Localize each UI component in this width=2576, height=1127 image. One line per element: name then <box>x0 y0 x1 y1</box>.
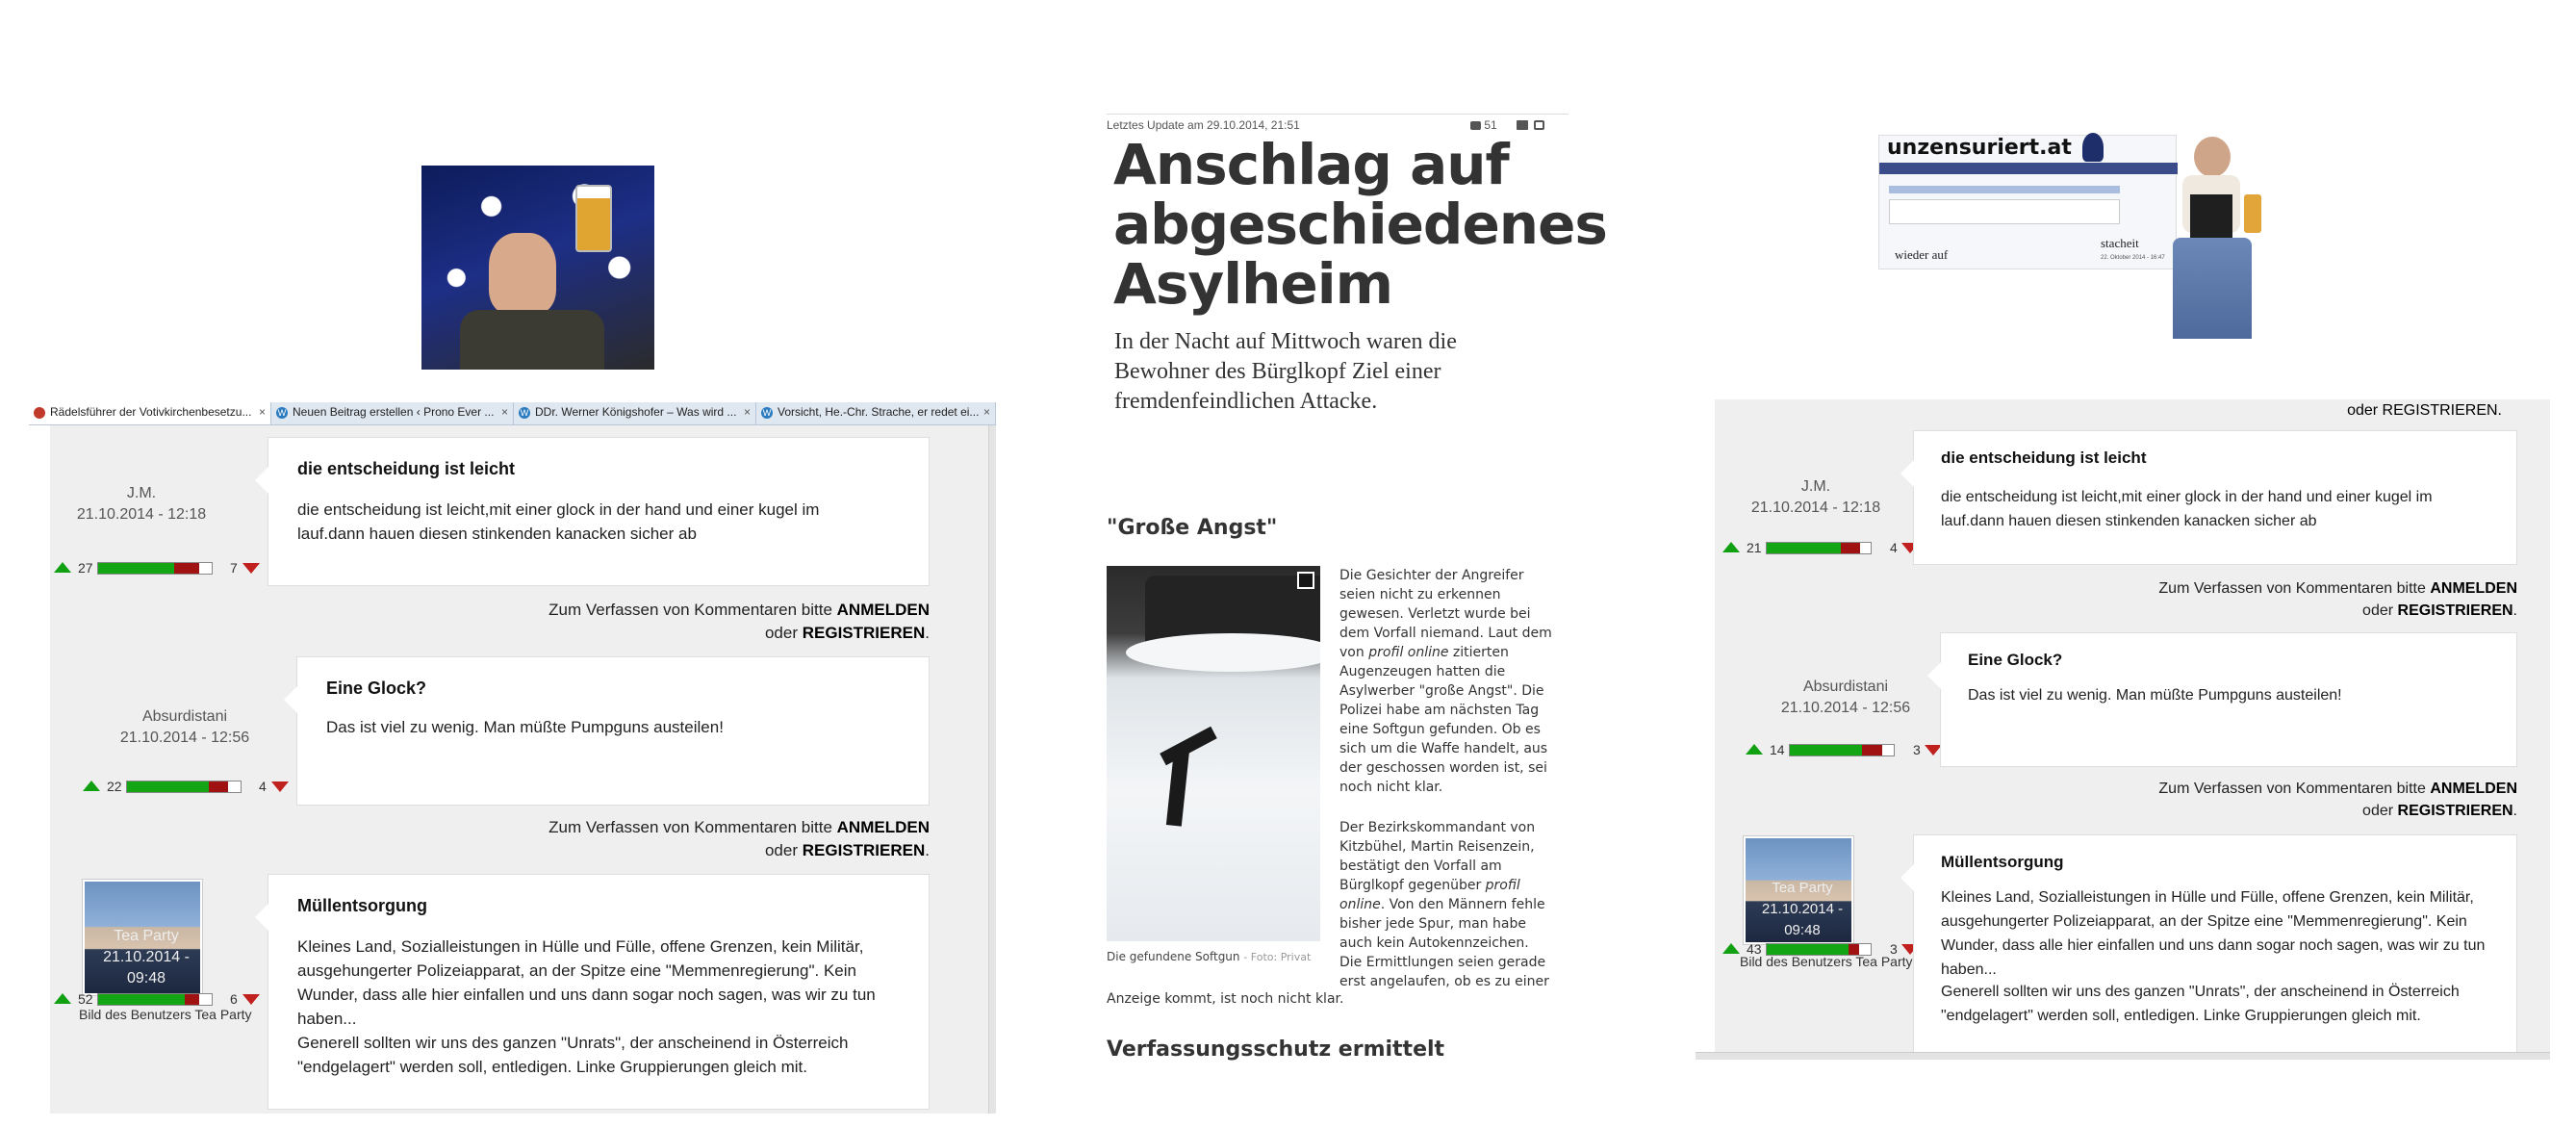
vote-down-icon[interactable] <box>242 563 260 574</box>
comment-text: Generell sollten wir uns des ganzen "Unrats", der anscheinend in Österreich "endgelagert" werden soll, entledigen. Linke Gruppierungen gleich mit. <box>1941 984 2460 1024</box>
article-title: Anschlag auf abgeschiedenes Asylheim <box>1113 132 1607 317</box>
comment-bubble <box>1913 834 2517 1059</box>
bird-logo-icon <box>2082 133 2104 162</box>
comment-text: Das ist viel zu wenig. Man müßte Pumpguns austeilen! <box>1968 687 2342 704</box>
site-headline-2: stacheit <box>2101 236 2139 250</box>
woman-dirndl-photo <box>2144 137 2281 339</box>
site-subnav <box>1889 186 2120 193</box>
comment-bubble <box>268 874 930 1110</box>
close-icon[interactable]: × <box>500 405 508 419</box>
wordpress-icon: W <box>762 408 772 418</box>
comment-bubble <box>1913 430 2517 565</box>
wordpress-icon: W <box>520 408 529 418</box>
vote-ratio-bar <box>1766 542 1872 554</box>
tab-votivkirche[interactable]: Rädelsführer der Votivkirchenbesetzu... × <box>29 402 271 424</box>
photo-caption: Die gefundene Softgun - Foto: Privat <box>1107 950 1312 963</box>
comment-author-block <box>1749 878 1855 941</box>
wordpress-icon: W <box>277 408 287 418</box>
vote-ratio-down <box>185 994 199 1005</box>
vote-up-icon[interactable] <box>54 562 71 573</box>
left-comment-panel <box>50 425 988 1114</box>
site-content-strip <box>1889 199 2120 224</box>
login-prompt: Zum Verfassen von Kommentaren bitte ANMELDEN oder REGISTRIEREN. <box>2158 781 2517 819</box>
comment-vote: 22 4 <box>83 779 304 794</box>
tab-strache[interactable]: W Vorsicht, He.-Chr. Strache, er redet ei... × <box>756 402 996 424</box>
avatar-caption: Bild des Benutzers Tea Party <box>79 1007 252 1022</box>
expand-icon[interactable] <box>1297 572 1314 589</box>
register-link[interactable]: REGISTRIEREN <box>2397 803 2513 819</box>
right-comment-panel <box>1715 399 2550 1059</box>
vote-ratio-up <box>1790 745 1862 756</box>
vote-up-icon[interactable] <box>1722 943 1740 954</box>
vote-ratio-down <box>209 781 228 792</box>
vote-ratio-down <box>174 563 199 574</box>
site-screenshot <box>1878 135 2177 269</box>
share-icon[interactable] <box>1534 120 1544 130</box>
horizontal-scrollbar[interactable] <box>1696 1052 2550 1060</box>
comment-author[interactable]: J.M. <box>1800 478 1831 495</box>
comment-author[interactable]: Absurdistani <box>141 708 228 725</box>
vote-ratio-bar <box>97 562 213 575</box>
login-prompt: Zum Verfassen von Kommentaren bitte ANMELDEN oder REGISTRIEREN. <box>548 818 930 859</box>
login-link[interactable]: ANMELDEN <box>2430 580 2517 597</box>
comment-text: Kleines Land, Sozialleistungen in Hülle und Fülle, offene Grenzen, kein Militär, ausgehungerter Polizeiapparat, an der Spitze eine "Memmenregierung". Kein Wunder, dass alle hier einfallen und uns dann sogar noch sagen, was wir zu tun haben... <box>1941 889 2486 978</box>
comment-count[interactable]: 51 <box>1470 118 1497 132</box>
site-nav-bar <box>1879 163 2178 174</box>
vote-ratio-bar <box>126 781 242 793</box>
print-icon[interactable] <box>1517 120 1528 130</box>
site-icon <box>34 407 45 419</box>
comment-vote: 52 6 <box>54 991 275 1007</box>
comment-title: Eine Glock? <box>326 679 427 698</box>
comment-title: die entscheidung ist leicht <box>297 459 516 478</box>
vote-ratio-up <box>127 781 209 792</box>
comment-title: Müllentsorgung <box>1941 853 2064 871</box>
comment-text: Kleines Land, Sozialleistungen in Hülle und Fülle, offene Grenzen, kein Militär, ausgehungerter Polizeiapparat, an der Spitze eine "Memmenregierung". Kein Wunder, dass alle hier einfallen und uns dann sogar noch sagen, was wir zu tun haben... <box>297 937 876 1028</box>
comment-vote: 43 3 <box>1722 941 1944 957</box>
comment-date: 21.10.2014 - 12:18 <box>76 506 207 523</box>
comment-date: 21.10.2014 - 12:56 <box>1780 700 1911 716</box>
browser-tab-bar <box>29 402 996 425</box>
article-lead: In der Nacht auf Mittwoch waren die Bewohner des Bürglkopf Ziel einer fremdenfeindlichen Attacke. <box>1114 329 1457 414</box>
comment-bubble <box>1940 632 2517 767</box>
comment-author-block <box>1744 476 1888 519</box>
vote-down-icon[interactable] <box>242 994 260 1005</box>
tab-koenigshofer[interactable]: W DDr. Werner Königshofer – Was wird ... × <box>514 402 756 424</box>
comment-author[interactable]: Absurdistani <box>1802 679 1889 695</box>
vote-ratio-bar <box>97 993 213 1006</box>
vote-up-icon[interactable] <box>1722 542 1740 552</box>
article-paragraph: Der Bezirkskommandant von Kitzbühel, Martin Reisenzein, bestätigt den Vorfall am Bürglkopf gegenüber profil online. Von den Männern fehle bisher jede Spur, man habe auch kein Autokennzeichen. Die Ermittlungen seien gerade erst angelaufen, ob es zu einer <box>1339 820 1549 989</box>
register-link[interactable]: REGISTRIEREN <box>802 841 926 859</box>
login-prompt: Zum Verfassen von Kommentaren bitte ANMELDEN oder REGISTRIEREN. <box>2158 580 2517 619</box>
comment-bubble <box>296 656 930 806</box>
vote-ratio-up <box>98 563 174 574</box>
vote-up-icon[interactable] <box>83 781 100 791</box>
register-link[interactable]: REGISTRIEREN <box>2397 602 2513 619</box>
register-prompt <box>2003 399 2502 423</box>
scrollbar[interactable] <box>988 425 996 1114</box>
vote-up-icon[interactable] <box>54 993 71 1004</box>
vote-ratio-down <box>1862 745 1882 756</box>
comment-author-block <box>89 926 204 989</box>
close-icon[interactable]: × <box>982 405 990 419</box>
vote-ratio-up <box>98 994 185 1005</box>
comment-title: die entscheidung ist leicht <box>1941 448 2147 467</box>
login-link[interactable]: ANMELDEN <box>836 818 930 836</box>
vote-ratio-up <box>1767 543 1841 553</box>
login-link[interactable]: ANMELDEN <box>836 601 930 619</box>
avatar-caption: Bild des Benutzers Tea Party <box>1740 954 1913 969</box>
comment-title: Eine Glock? <box>1968 651 2063 669</box>
vote-ratio-down <box>1841 543 1860 553</box>
comment-author[interactable]: Tea Party <box>114 928 179 944</box>
comment-text: die entscheidung ist leicht,mit einer glock in der hand und einer kugel im lauf.dann hauen diesen stinkenden kanacken sicher ab <box>297 500 820 543</box>
comment-text: die entscheidung ist leicht,mit einer glock in der hand und einer kugel im lauf.dann hauen diesen stinkenden kanacken sicher ab <box>1941 489 2433 529</box>
vote-ratio-bar <box>1789 744 1895 756</box>
speech-bubble-icon <box>1470 121 1481 130</box>
comment-vote: 27 7 <box>54 560 275 576</box>
comment-bubble <box>268 437 930 586</box>
comment-date: 21.10.2014 - 09:48 <box>103 949 190 986</box>
section-heading: "Große Angst" <box>1107 516 1278 540</box>
politician-beer-photo <box>421 166 654 370</box>
comment-date: 21.10.2014 - 12:18 <box>1750 499 1881 516</box>
article-paragraph: Anzeige kommt, ist noch nicht klar. <box>1107 991 1344 1007</box>
comment-title: Müllentsorgung <box>297 896 427 915</box>
close-icon[interactable]: × <box>743 405 751 419</box>
comment-text: Generell sollten wir uns des ganzen "Unrats", der anscheinend in Österreich "endgelagert" werden soll, entledigen. Linke Gruppierungen gleich mit. <box>297 1034 849 1076</box>
vote-up-icon[interactable] <box>1746 744 1763 755</box>
login-link[interactable]: ANMELDEN <box>2430 781 2517 797</box>
site-date: 22. Oktober 2014 - 16:47 <box>2101 255 2165 261</box>
section-heading: Verfassungsschutz ermittelt <box>1107 1037 1445 1062</box>
comment-author[interactable]: Tea Party <box>1772 880 1833 896</box>
softgun-photo[interactable] <box>1107 566 1320 941</box>
comment-text: Das ist viel zu wenig. Man müßte Pumpguns austeilen! <box>326 718 724 736</box>
comment-author-block <box>108 706 262 749</box>
site-logo[interactable]: unzensuriert.at <box>1887 136 2072 160</box>
comment-author-block <box>1769 677 1923 719</box>
comment-vote: 14 3 <box>1746 742 1967 757</box>
site-headline-1: wieder auf <box>1895 247 1949 262</box>
tab-neuer-beitrag[interactable]: W Neuen Beitrag erstellen ‹ Prono Ever ... × <box>271 402 514 424</box>
vote-down-icon[interactable] <box>271 781 289 792</box>
register-link[interactable]: oder REGISTRIEREN. <box>2347 402 2502 419</box>
comment-date: 21.10.2014 - 12:56 <box>119 730 250 746</box>
article-meta: Letztes Update am 29.10.2014, 21:51 51 <box>1107 114 1569 132</box>
comment-vote: 21 4 <box>1722 540 1944 555</box>
article-paragraph: Die Gesichter der Angreifer seien nicht zu erkennen gewesen. Verletzt wurde bei dem Vorfall niemand. Laut dem von profil online zitierten Augenzeugen hatten die Asylwerber "große Angst". Die Polizei habe am nächsten Tag eine Softgun gefunden. Ob es sich um die Waffe handelt, aus der geschossen worden ist, sei noch nicht klar. <box>1339 568 1552 795</box>
close-icon[interactable]: × <box>258 405 266 419</box>
login-prompt: Zum Verfassen von Kommentaren bitte ANMELDEN oder REGISTRIEREN. <box>548 601 930 642</box>
comment-author-block <box>69 483 214 525</box>
comment-author[interactable]: J.M. <box>126 485 157 501</box>
comment-date: 21.10.2014 - 09:48 <box>1761 901 1844 938</box>
register-link[interactable]: REGISTRIEREN <box>802 624 926 642</box>
